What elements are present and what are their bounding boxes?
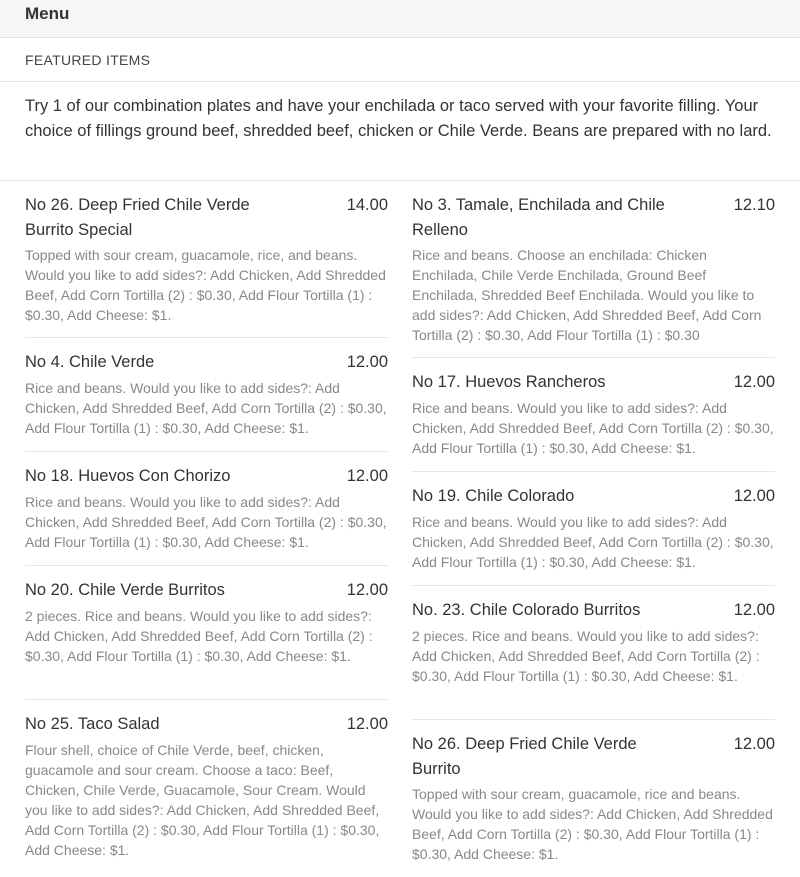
item-description: Rice and beans. Would you like to add sides?: Add Chicken, Add Shredded Beef, Add Corn Tortilla (2) : $0.30, Add Flour Tortilla (1) : $0.30, Add Cheese: $1. bbox=[25, 380, 387, 436]
item-price: 12.00 bbox=[346, 353, 388, 371]
item-price: 12.00 bbox=[733, 487, 775, 505]
item-price: 12.00 bbox=[346, 581, 388, 599]
menu-item[interactable] bbox=[412, 358, 775, 472]
item-price: 12.00 bbox=[346, 715, 388, 733]
item-name: No 20. Chile Verde Burritos bbox=[25, 581, 225, 599]
menu-item[interactable] bbox=[412, 181, 775, 358]
item-price: 12.00 bbox=[733, 735, 775, 753]
item-price: 12.00 bbox=[733, 373, 775, 391]
menu-item[interactable] bbox=[25, 700, 388, 870]
item-description: Rice and beans. Would you like to add sides?: Add Chicken, Add Shredded Beef, Add Corn Tortilla (2) : $0.30, Add Flour Tortilla (1) : $0.30, Add Cheese: $1. bbox=[25, 494, 387, 550]
item-description: 2 pieces. Rice and beans. Would you like to add sides?: Add Chicken, Add Shredded Beef, Add Corn Tortilla (2) : $0.30, Add Flour Tortilla (1) : $0.30, Add Cheese: $1. bbox=[25, 608, 373, 664]
item-name: No 26. Deep Fried Chile Verde Burrito bbox=[412, 735, 637, 778]
section-intro: Try 1 of our combination plates and have your enchilada or taco served with your favorite filling. Your choice of fillings ground beef, shredded beef, chicken or Chile Verde. Beans are prepared with no lard. bbox=[25, 97, 772, 140]
item-description: Rice and beans. Would you like to add sides?: Add Chicken, Add Shredded Beef, Add Corn Tortilla (2) : $0.30, Add Flour Tortilla (1) : $0.30, Add Cheese: $1. bbox=[412, 514, 774, 570]
menu-header bbox=[0, 0, 800, 38]
item-description: Topped with sour cream, guacamole, rice and beans. Would you like to add sides?: Add Chicken, Add Shredded Beef, Add Corn Tortilla (2) : $0.30, Add Flour Tortilla (1) : $0.30, Add Cheese: $1. bbox=[412, 786, 773, 862]
menu-column-right bbox=[412, 181, 775, 870]
item-name: No 3. Tamale, Enchilada and Chile Relleno bbox=[412, 196, 665, 239]
item-description: 2 pieces. Rice and beans. Would you like to add sides?: Add Chicken, Add Shredded Beef, Add Corn Tortilla (2) : $0.30, Add Flour Tortilla (1) : $0.30, Add Cheese: $1. bbox=[412, 628, 760, 684]
menu-item[interactable] bbox=[25, 181, 388, 338]
page-title: Menu bbox=[25, 4, 70, 23]
item-name: No. 23. Chile Colorado Burritos bbox=[412, 601, 641, 619]
item-name: No 26. Deep Fried Chile Verde Burrito Special bbox=[25, 196, 250, 239]
item-price: 12.10 bbox=[733, 196, 775, 214]
item-price: 12.00 bbox=[346, 467, 388, 485]
menu-column-left bbox=[25, 181, 388, 870]
item-name: No 4. Chile Verde bbox=[25, 353, 155, 371]
item-description: Rice and beans. Choose an enchilada: Chicken Enchilada, Chile Verde Enchilada, Ground Beef Enchilada, Shredded Beef Enchilada. Would you like to add sides?: Add Chicken, Add Shredded Beef, Add Corn Tortilla (2) : $0.30, Add Flour Tortilla (1) : $0.30 bbox=[412, 247, 762, 343]
item-price: 12.00 bbox=[733, 601, 775, 619]
menu-item[interactable] bbox=[25, 452, 388, 566]
featured-items-header bbox=[0, 38, 800, 82]
menu-item[interactable] bbox=[25, 338, 388, 452]
item-name: No 25. Taco Salad bbox=[25, 715, 160, 733]
item-description: Topped with sour cream, guacamole, rice, and beans. Would you like to add sides?: Add Chicken, Add Shredded Beef, Add Corn Tortilla (2) : $0.30, Add Flour Tortilla (1) : $0.30, Add Cheese: $1. bbox=[25, 247, 386, 323]
item-description: Rice and beans. Would you like to add sides?: Add Chicken, Add Shredded Beef, Add Corn Tortilla (2) : $0.30, Add Flour Tortilla (1) : $0.30, Add Cheese: $1. bbox=[412, 400, 774, 456]
item-name: No 17. Huevos Rancheros bbox=[412, 373, 606, 391]
section-label: FEATURED ITEMS bbox=[25, 52, 151, 68]
item-name: No 18. Huevos Con Chorizo bbox=[25, 467, 231, 485]
menu-item[interactable] bbox=[25, 566, 388, 700]
item-price: 14.00 bbox=[346, 196, 388, 214]
menu-item[interactable] bbox=[412, 586, 775, 720]
item-description: Flour shell, choice of Chile Verde, beef, chicken, guacamole and sour cream. Choose a taco: Beef, Chicken, Chile Verde, Guacamole, Sour Cream. Would you like to add sides?: Add Chicken, Add Shredded Beef, Add Corn Tortilla (2) : $0.30, Add Flour Tortilla (1) : $0.30, Add Cheese: $1. bbox=[25, 742, 380, 858]
item-name: No 19. Chile Colorado bbox=[412, 487, 575, 505]
menu-item[interactable] bbox=[412, 472, 775, 586]
menu-item[interactable] bbox=[412, 720, 775, 870]
